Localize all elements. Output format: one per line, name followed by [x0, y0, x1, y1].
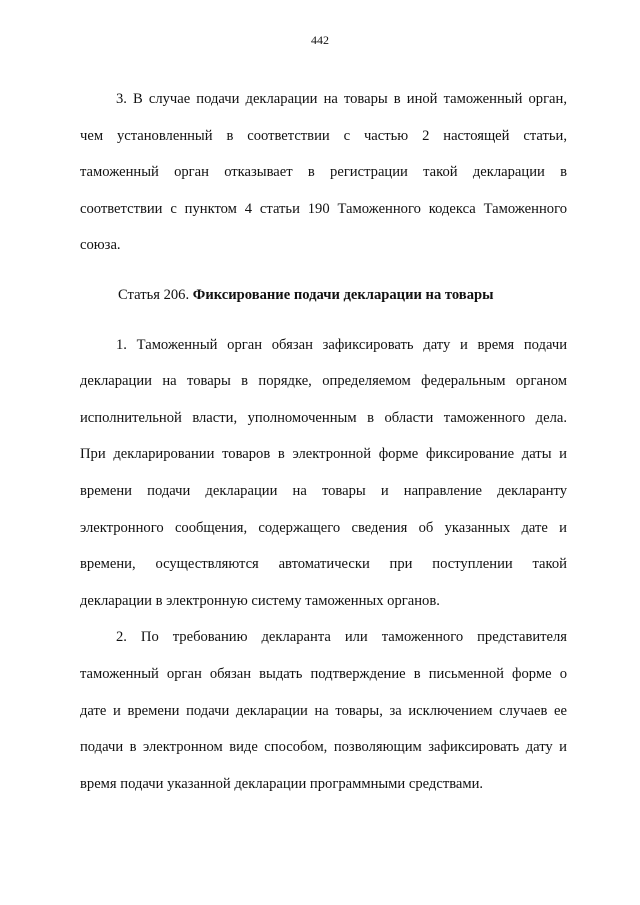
paragraph-3: [80, 81, 567, 264]
text-line: союза.: [80, 237, 121, 254]
paragraph-1: [80, 327, 567, 620]
article-number: Статья 206.: [118, 286, 190, 303]
text-line: электронного сообщения, содержащего сведения об указанных дате и: [80, 519, 567, 536]
page-number: 442: [311, 33, 329, 47]
text-line: 2. По требованию декларанта или таможенного представителя: [116, 629, 567, 646]
text-line: чем установленный в соответствии с частью 2 настоящей статьи,: [80, 127, 567, 144]
text-line: При декларировании товаров в электронной форме фиксирование даты и: [80, 446, 567, 463]
text-line: таможенный орган отказывает в регистрации такой декларации в: [80, 164, 567, 181]
text-line: времени подачи декларации на товары и направление декларанту: [80, 482, 567, 499]
text-line: дате и времени подачи декларации на товары, за исключением случаев ее: [80, 702, 567, 719]
text-line: исполнительной власти, уполномоченным в области таможенного дела.: [80, 409, 567, 426]
text-line: время подачи указанной декларации программными средствами.: [80, 775, 484, 792]
article-heading: [80, 277, 567, 314]
text-line: декларации на товары в порядке, определяемом федеральным органом: [80, 373, 567, 390]
article-title: Фиксирование подачи декларации на товары: [192, 286, 494, 303]
text-line: декларации в электронную систему таможенных органов.: [80, 592, 440, 609]
paragraph-2: [80, 619, 567, 802]
text-line: подачи в электронном виде способом, позволяющим зафиксировать дату и: [80, 739, 567, 756]
text-line: 1. Таможенный орган обязан зафиксировать дату и время подачи: [116, 336, 567, 353]
text-line: времени, осуществляются автоматически при поступлении такой: [80, 556, 567, 573]
text-line: соответствии с пунктом 4 статьи 190 Таможенного кодекса Таможенного: [80, 200, 567, 217]
document-body: [80, 81, 567, 802]
text-line: таможенный орган обязан выдать подтверждение в письменной форме о: [80, 665, 567, 682]
text-line: 3. В случае подачи декларации на товары в иной таможенный орган,: [116, 91, 567, 107]
